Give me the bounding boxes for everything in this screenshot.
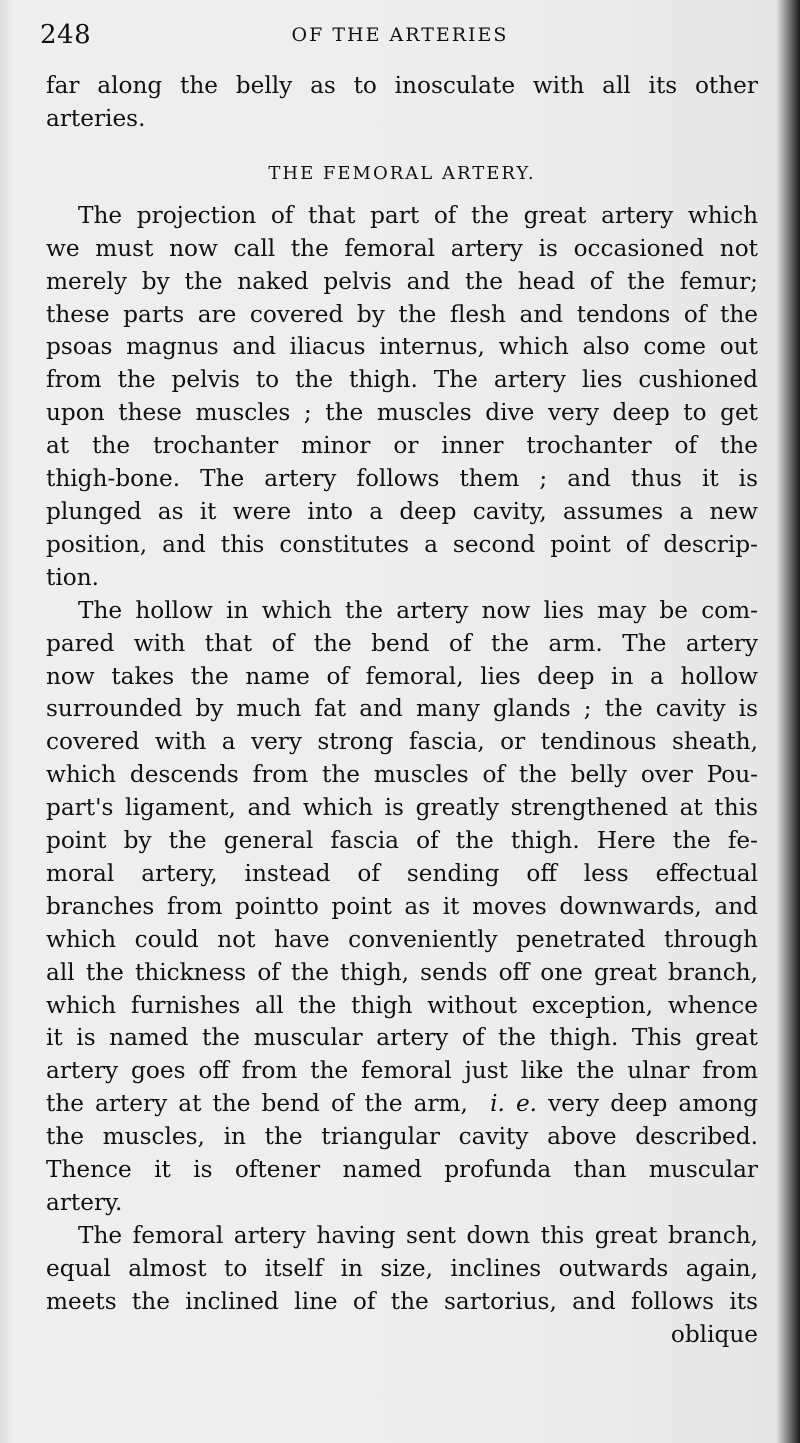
running-head: OF THE ARTERIES [291,24,509,46]
continuation-text [46,70,758,136]
page-header [40,20,760,56]
paragraph-2 [46,595,758,1220]
text-line: covered with a very strong fascia, or tendinous sheath, [46,728,758,756]
text-line: which furnishes all the thigh without exception, whence [46,991,758,1019]
text-line [46,1088,758,1121]
text-line: merely by the naked pelvis and the head of the femur; [46,267,758,295]
text-line: branches from pointto point as it moves downwards, and [46,892,758,920]
paragraph-1 [46,200,758,595]
text-line: now takes the name of femoral, lies deep in a hollow [46,662,758,690]
text-segment: the artery at the bend of the arm, [46,1090,468,1118]
text-line: thigh-bone. The artery follows them ; and thus it is [46,465,758,493]
section-heading: THE FEMORAL ARTERY. [268,162,536,184]
text-line: tion. [46,563,99,591]
text-line: these parts are covered by the flesh and tendons of the [46,300,758,328]
text-line: we must now call the femoral artery is occasioned not [46,234,758,262]
paragraph-3 [46,1220,758,1319]
italic-abbreviation: i. e. [490,1090,538,1118]
text-line: arteries. [46,104,146,132]
text-line: equal almost to itself in size, inclines outwards again, [46,1254,758,1282]
text-line: moral artery, instead of sending off less effectual [46,859,758,887]
text-segment: very deep among [548,1090,758,1118]
text-line: The femoral artery having sent down this great branch, [78,1221,758,1249]
text-line: psoas magnus and iliacus internus, which also come out [46,333,758,361]
text-line: plunged as it were into a deep cavity, assumes a new [46,497,758,525]
text-line: all the thickness of the thigh, sends off one great branch, [46,958,758,986]
text-line: at the trochanter minor or inner trochanter of the [46,432,758,460]
text-line: meets the inclined line of the sartorius, and follows its [46,1287,758,1315]
catchword: oblique [670,1320,758,1348]
text-line: far along the belly as to inosculate with all its other [46,72,758,99]
text-line: surrounded by much fat and many glands ; the cavity is [46,695,758,723]
text-line: which could not have conveniently penetrated through [46,925,758,953]
text-line: which descends from the muscles of the belly over Pou- [46,761,758,789]
text-line: Thence it is oftener named profunda than muscular [46,1156,758,1184]
text-line: The projection of that part of the great artery which [78,201,758,229]
text-line: from the pelvis to the thigh. The artery lies cushioned [46,366,758,394]
text-line: it is named the muscular artery of the thigh. This great [46,1024,758,1052]
text-line: artery. [46,1189,123,1216]
text-line: pared with that of the bend of the arm. The artery [46,629,758,657]
text-line: artery goes off from the femoral just like the ulnar from [46,1057,758,1085]
text-line: upon these muscles ; the muscles dive very deep to get [46,399,758,427]
text-line: part's ligament, and which is greatly strengthened at this [46,794,758,822]
text-line: the muscles, in the triangular cavity above described. [46,1123,758,1151]
text-line: position, and this constitutes a second point of descrip- [46,530,758,558]
page-number: 248 [40,20,92,50]
text-line: point by the general fascia of the thigh. Here the fe- [46,827,758,855]
text-line: The hollow in which the artery now lies may be com- [78,596,758,624]
page-body [46,70,758,1352]
